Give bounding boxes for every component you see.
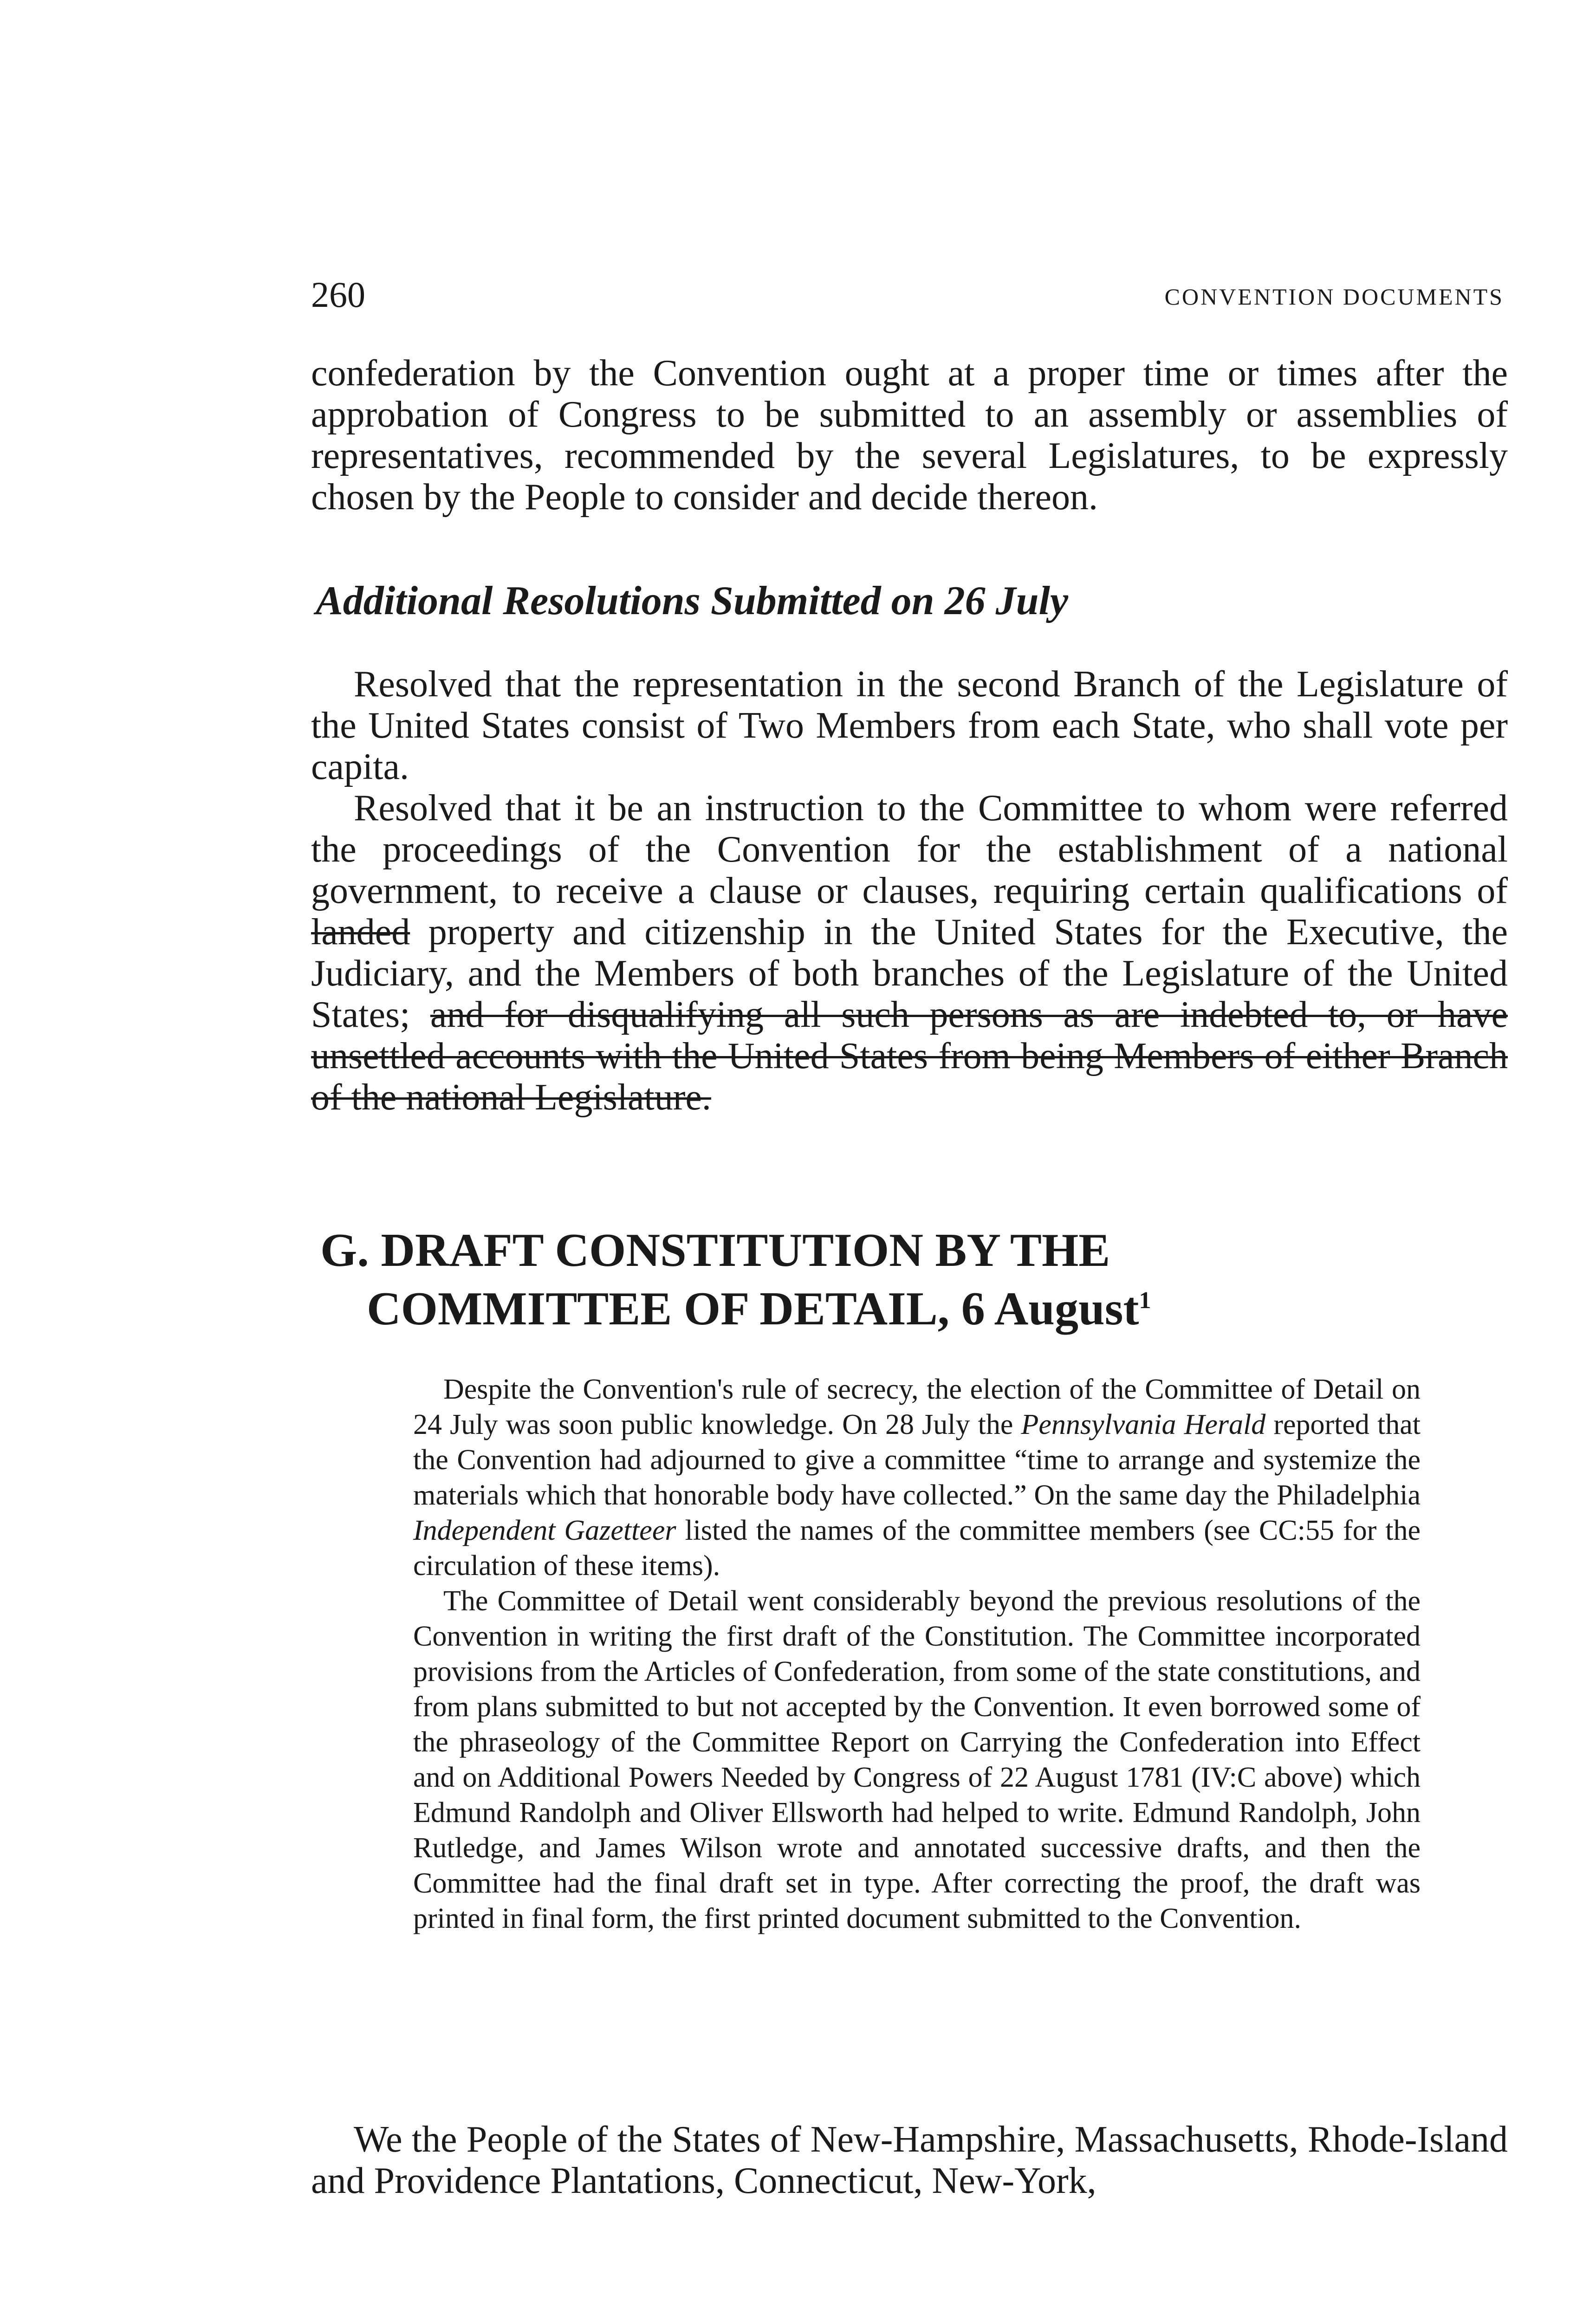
page-number: 260 [311,274,365,315]
headnote-p1-part-1: Despite the Convention's rule of secrecy, the election of the Committee of Detail on 24 July was soon public knowledge. On 28 July the [413,1374,1421,1440]
resolutions-block [311,664,1508,1118]
section-g-heading-line-2: COMMITTEE OF DETAIL, 6 August [367,1283,1139,1335]
constitution-preamble: We the People of the States of New-Hampshire, Massachusetts, Rhode-Island and Providence Plantations, Connecticut, New-York, [311,2119,1508,2201]
footnote-marker: 1 [1139,1287,1151,1314]
resolution-representation: Resolved that the representation in the second Branch of the Legislature of the United States consist of Two Members from each State, who shall vote per capita. [311,664,1508,787]
section-g-heading-line-2-wrap [320,1276,1151,1334]
resolution-text-part-1: Resolved that it be an instruction to the Committee to whom were referred the proceedings of the Convention for the establishment of a national government, to receive a clause or clauses, requiring certain qualifications of [311,788,1508,911]
running-head: CONVENTION DOCUMENTS [1164,284,1504,310]
headnote-p1-part-2: reported that the Convention had adjourned to give a committee “time to arrange and systemize the materials which that honorable body have collected.” On the same day the Philadelphia [413,1409,1421,1511]
headnote-p1-part-3: listed the names of the committee members (see CC:55 for the circulation of these items). [413,1515,1421,1582]
resolution-qualifications [311,788,1508,1118]
struck-clause-disqualifying: and for disqualifying all such persons as are indebted to, or have unsettled accounts with the United States from being Members of either Branch of the national Legislature. [311,994,1508,1118]
section-g-heading [320,1225,1151,1334]
struck-word-landed: landed [311,912,410,953]
newspaper-title-herald: Pennsylvania Herald [1021,1409,1266,1440]
page-header [311,272,1504,323]
resolution-text-part-2: property and citizenship in the United States for the Executive, the Judiciary, and the Members of both branches of the Legislature of the United States; [311,912,1508,1035]
section-g-heading-line-1: G. DRAFT CONSTITUTION BY THE [320,1224,1110,1277]
headnote-paragraph-2: The Committee of Detail went considerably beyond the previous resolutions of the Convention in writing the first draft of the Constitution. The Committee incorporated provisions from the Articles of Confederation, from some of the state constitutions, and from plans submitted to but not accepted by the Convention. It even borrowed some of the phraseology of the Committee Report on Carrying the Confederation into Effect and on Additional Powers Needed by Congress of 22 August 1781 (IV:C above) which Edmund Randolph and Oliver Ellsworth had helped to write. Edmund Randolph, John Rutledge, and James Wilson wrote and annotated successive drafts, and then the Committee had the final draft set in type. After correcting the proof, the draft was printed in final form, the first printed document submitted to the Convention. [413,1585,1421,1934]
headnote-paragraph-1 [413,1372,1421,1583]
newspaper-title-gazetteer: Independent Gazetteer [413,1515,676,1546]
editorial-headnote [413,1372,1421,1936]
additional-resolutions-heading: Additional Resolutions Submitted on 26 July [316,578,1069,623]
confederation-paragraph: confederation by the Convention ought at a proper time or times after the approbation of Congress to be submitted to an assembly or assemblies of representatives, recommended by the several Legislatures, to be expressly chosen by the People to consider and decide thereon. [311,353,1508,518]
